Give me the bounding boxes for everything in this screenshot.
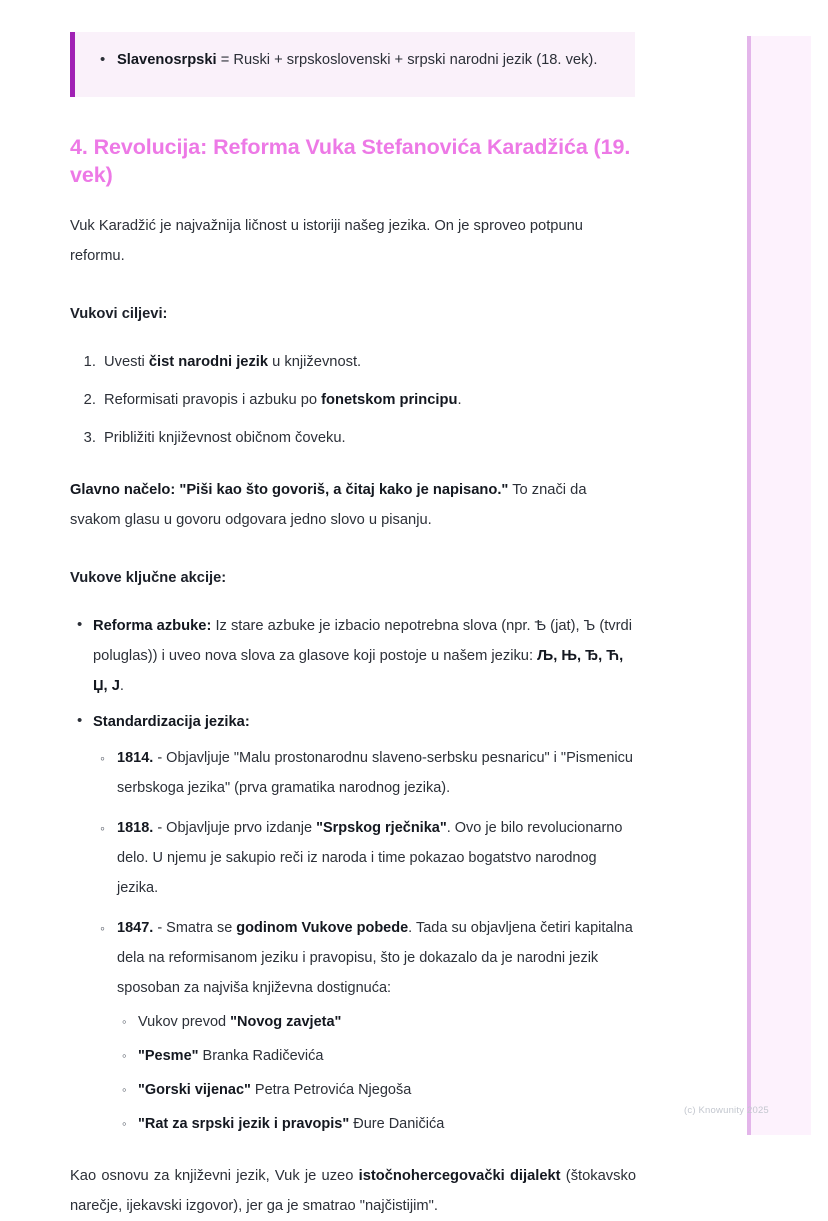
work-title: "Novog zavjeta" (230, 1014, 342, 1030)
callout-list (75, 46, 615, 75)
goals-list-item (100, 423, 636, 453)
goals-list-item (100, 385, 636, 415)
goals-list-item (100, 347, 636, 377)
action-term: Standardizacija jezika: (93, 714, 250, 730)
works-list-item (138, 1041, 636, 1071)
year-label: 1814. (117, 750, 154, 766)
action-tail: . (119, 678, 124, 694)
year-text: - Smatra se (153, 920, 237, 936)
year-text: - Objavljuje "Malu prostonarodnu slaveno-serbsku pesnaricu" i "Pismenicu serbskoga jezika" (prva gramatika narodnog jezika). (117, 750, 633, 796)
principle-rest: To znači da svakom glasu u govoru odgovara jedno slovo u pisanju. (70, 482, 587, 528)
standardization-list (93, 743, 636, 1139)
goals-heading: Vukovi ciljevi: (70, 306, 168, 322)
year-bold-mid: godinom Vukove pobede (236, 920, 409, 936)
goal-text-pre: Uvesti (104, 354, 149, 370)
year-text-after: . Tada su objavljena četiri kapitalna dela na reformisanom jeziku i pravopisu, što je dokazalo da je narodni jezik sposoban za najviša književna dostignuća: (117, 920, 633, 996)
works-list-item (138, 1007, 636, 1037)
actions-list (70, 611, 636, 1139)
callout-term: Slavenosrpski (117, 52, 217, 68)
closing-pre: Kao osnovu za književni jezik, Vuk je uzeo (70, 1168, 359, 1184)
goals-list (70, 347, 636, 453)
section-intro-paragraph: Vuk Karadžić je najvažnija ličnost u istoriji našeg jezika. On je sproveo potpunu reformu. (70, 218, 583, 264)
works-list-item (138, 1109, 636, 1139)
goal-text-post: u književnost. (268, 354, 362, 370)
year-text-after: . Ovo je bilo revolucionarno delo. U njemu je sakupio reči iz naroda i time pokazao bogatstvo narodnog jezika. (117, 820, 623, 896)
document-content (70, 32, 636, 1221)
work-post: Branka Radičevića (198, 1048, 324, 1064)
work-post: Đure Daničića (349, 1116, 445, 1132)
closing-bold: istočnohercegovački dijalekt (358, 1168, 561, 1184)
closing-paragraph (70, 1161, 636, 1221)
callout-list-item (117, 46, 615, 75)
work-title: "Rat za srpski jezik i pravopis" (138, 1116, 350, 1132)
section-heading: 4. Revolucija: Reforma Vuka Stefanovića Karadžića (19. vek) (70, 135, 631, 187)
right-decorative-strip (747, 36, 811, 1135)
work-title: "Gorski vijenac" (138, 1082, 251, 1098)
work-title: "Pesme" (138, 1048, 199, 1064)
standardization-item (117, 743, 636, 803)
year-bold-mid: "Srpskog rječnika" (316, 820, 447, 836)
work-pre: Vukov prevod (138, 1014, 231, 1030)
works-list (117, 1007, 636, 1139)
goal-text-bold: fonetskom principu (321, 392, 458, 408)
standardization-item (117, 913, 636, 1139)
year-label: 1847. (117, 920, 154, 936)
standardization-item (117, 813, 636, 903)
footer-copyright: (c) Knowunity 2025 (684, 1105, 769, 1116)
actions-list-item-standardization (93, 707, 636, 1139)
goal-text-post: . (457, 392, 462, 408)
callout-text: = Ruski + srpskoslovenski + srpski narodni jezik (18. vek). (216, 52, 598, 68)
actions-list-item-alphabet-reform (93, 611, 636, 701)
year-label: 1818. (117, 820, 154, 836)
callout-box (70, 32, 635, 97)
action-text: Iz stare azbuke je izbacio nepotrebna slova (npr. Ѣ (jat), Ъ (tvrdi poluglas)) i uveo nova slova za glasove koji postoje u našem jeziku: (93, 618, 632, 664)
work-post: Petra Petrovića Njegoša (250, 1082, 412, 1098)
works-list-item (138, 1075, 636, 1105)
goal-text-pre: Približiti književnost običnom čoveku. (104, 430, 346, 446)
goal-text-pre: Reformisati pravopis i azbuku po (104, 392, 322, 408)
actions-heading: Vukove ključne akcije: (70, 570, 227, 586)
closing-post: (štokavsko narečje, ijekavski izgovor), jer ga je smatrao "najčistijim". (70, 1168, 636, 1214)
new-cyrillic-letters: Љ, Њ, Ђ, Ћ, Џ, Ј (93, 648, 624, 694)
year-text: - Objavljuje prvo izdanje (153, 820, 317, 836)
principle-paragraph (70, 475, 636, 535)
right-strip-accent-line (747, 36, 751, 1135)
principle-bold: Glavno načelo: "Piši kao što govoriš, a čitaj kako je napisano." (70, 482, 509, 498)
action-term: Reforma azbuke: (93, 618, 212, 634)
goal-text-bold: čist narodni jezik (148, 354, 269, 370)
